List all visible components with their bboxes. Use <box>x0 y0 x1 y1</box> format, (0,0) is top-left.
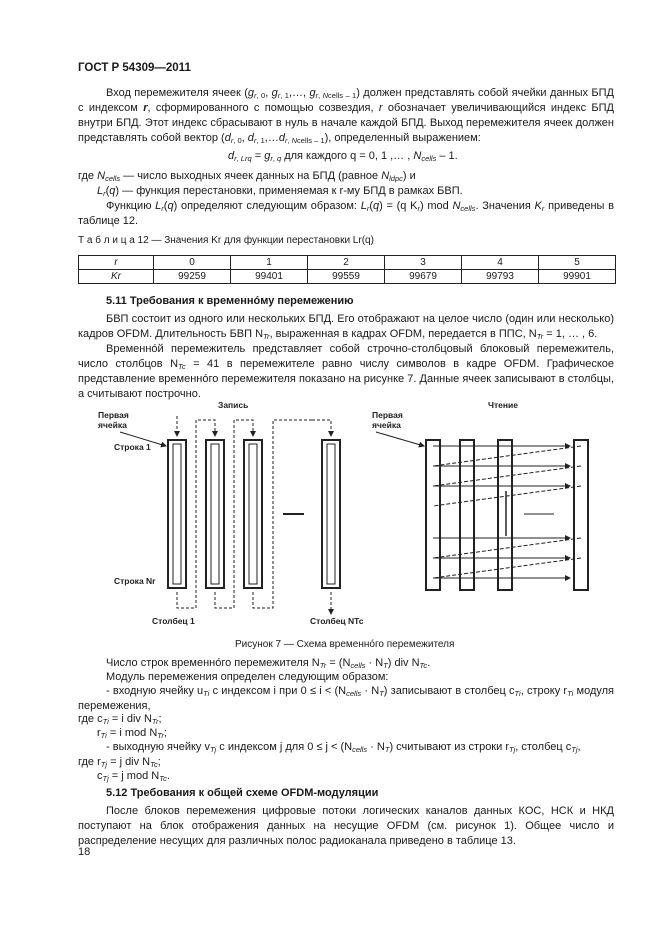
write-column-n <box>322 440 340 588</box>
write-column-1 <box>168 440 186 588</box>
write-column-2 <box>206 440 224 588</box>
output-cell-rule: - выходную ячейку $v_{Tj}$ с индексом j для $0 \le j < (N_{cells} \cdot N_T)$ считывают из строки $r_{Tj}$, столбец $c_{Tj}$, <box>106 741 581 754</box>
function-definition: Функцию $L_r(q)$ определяют следующим образом: $L_r(q) = (q$ $K_r$) mod $N_{cells}$. Значения $K_r$ приведены в таблице 12. <box>78 200 614 227</box>
where-rtj: где $r_{Tj} = j$ div $N_{Tc}$; <box>78 756 161 769</box>
read-label: Чтение <box>488 400 518 410</box>
table-cell: 3 <box>385 256 462 270</box>
table-cell: 99401 <box>231 270 308 284</box>
module-intro: Модуль перемежения определен следующим образом: <box>106 671 389 683</box>
table-cell: 4 <box>462 256 539 270</box>
where-cti: где $c_{Ti} = i$ div $N_{Tr}$; <box>78 713 162 726</box>
column-1-label: Столбец 1 <box>152 616 195 626</box>
column-n-label: Столбец NTc <box>310 616 364 626</box>
table-cell: 99679 <box>385 270 462 284</box>
input-cell-rule: - входную ячейку $u_{Ti}$ с индексом i при $0 \le i < (N_{cells} \cdot N_T)$ записывают в столбец $c_{Ti}$, строку $r_{Ti}$ модуля перемежения, <box>78 685 614 712</box>
row-k-label: Kr <box>79 270 154 284</box>
read-column-n <box>574 440 588 590</box>
row-r-label: r <box>79 256 154 270</box>
where-lr: $L_r(q)$ — функция перестановки, применяемая к r-му БПД в рамках БВП. <box>97 185 463 198</box>
table-cell: 99901 <box>539 270 616 284</box>
table-cell: 99259 <box>154 270 231 284</box>
section-5-12-title: 5.12 Требования к общей схеме OFDM-модуляции <box>106 787 379 799</box>
where-ctj: $c_{Tj} = j$ mod $N_{Tc}$. <box>97 770 170 783</box>
table12 <box>78 255 616 284</box>
table-cell: 0 <box>154 256 231 270</box>
sec511-paragraph-2: Временнóй перемежитель представляет собой строчно-столбцовый блоковый перемежитель, число столбцов $N_{Tc} = 41$ в перемежителе равно числу символов в кадре OFDM. Графическое представление временнóго перемежителя показано на рисунке 7. Данные ячеек записывают в столбцы, а считывают построчно. <box>78 343 614 400</box>
rows-count-line: Число строк временнóго перемежителя $N_{Tr} = (N_{cells} \cdot N_T)$ div $N_{Tc}$. <box>106 657 431 670</box>
sec511-paragraph-1: БВП состоит из одного или нескольких БПД. Его отображают на целое число (один или несколько) кадров OFDM. Длительность БВП $N_{Tr}$, выраженная в кадрах OFDM, передается в ППС, $N_{Tr} = 1$, … , 6. <box>78 313 614 341</box>
table-row <box>79 256 616 270</box>
first-cell-label-right-1: Первая <box>372 410 403 420</box>
sec512-paragraph: После блоков перемежения цифровые потоки логических каналов данных КОС, НСК и НКД поступают на блок отображения данных на несущие OFDM (см. рисунок 1). Общее число и распределение несущих для различных полос радиоканала приведено в таблице 13. <box>78 805 614 847</box>
table-cell: 1 <box>231 256 308 270</box>
table-cell: 5 <box>539 256 616 270</box>
table12-caption: Т а б л и ц а 12 — Значения Kr для функции перестановки Lr(q) <box>78 235 374 246</box>
first-cell-label-right-2: ячейка <box>372 420 401 430</box>
table-cell: 99793 <box>462 270 539 284</box>
read-column-1 <box>426 440 440 590</box>
intro-paragraph: Вход перемежителя ячеек ($g_{r, 0}$, $g_{r, 1},\dots$, $g_{r, Ncells - 1}$) должен представлять собой ячейки данных БПД с индексом r, сформированного с помощью созвездия, r обозначает увеличивающийся индекс БПД внутри БПД. Этот индекс сбрасывают в нуль в начале каждой БПД. Выход перемежителя ячеек должен представлять собой вектор ($d_{r, 0}$, $d_{r, 1},\dots d_{r, Ncells - 1}$), определенный выражением: <box>78 87 615 145</box>
first-cell-label-left-1: Первая <box>98 410 129 420</box>
formula-dr: $d_{r, Lrq} = g_{r, q}$ для каждого q = 0, 1 ,… , $N_{cells} - 1$. <box>228 150 458 163</box>
section-5-11-title: 5.11 Требования к временнóму перемежению <box>106 295 354 307</box>
page-number: 18 <box>78 846 91 858</box>
row-n-label: Строка Nr <box>114 576 156 586</box>
figure7-caption: Рисунок 7 — Схема временнóго перемежителя <box>235 639 455 650</box>
document-header: ГОСТ Р 54309—2011 <box>78 62 191 74</box>
row-1-label: Строка 1 <box>114 442 151 452</box>
figure7-diagram <box>78 396 618 632</box>
where-rti: $r_{Ti} = i$ mod $N_{Tr}$; <box>97 727 167 740</box>
table-cell: 2 <box>308 256 385 270</box>
write-label: Запись <box>218 400 249 410</box>
table-row <box>79 270 616 284</box>
read-column-3 <box>498 440 512 590</box>
table-cell: 99559 <box>308 270 385 284</box>
where-ncells: где $N_{cells}$ — число выходных ячеек данных на БПД (равное $N_{ldpc}$) и <box>78 170 416 183</box>
write-column-3 <box>244 440 262 588</box>
first-cell-label-left-2: ячейка <box>98 420 127 430</box>
